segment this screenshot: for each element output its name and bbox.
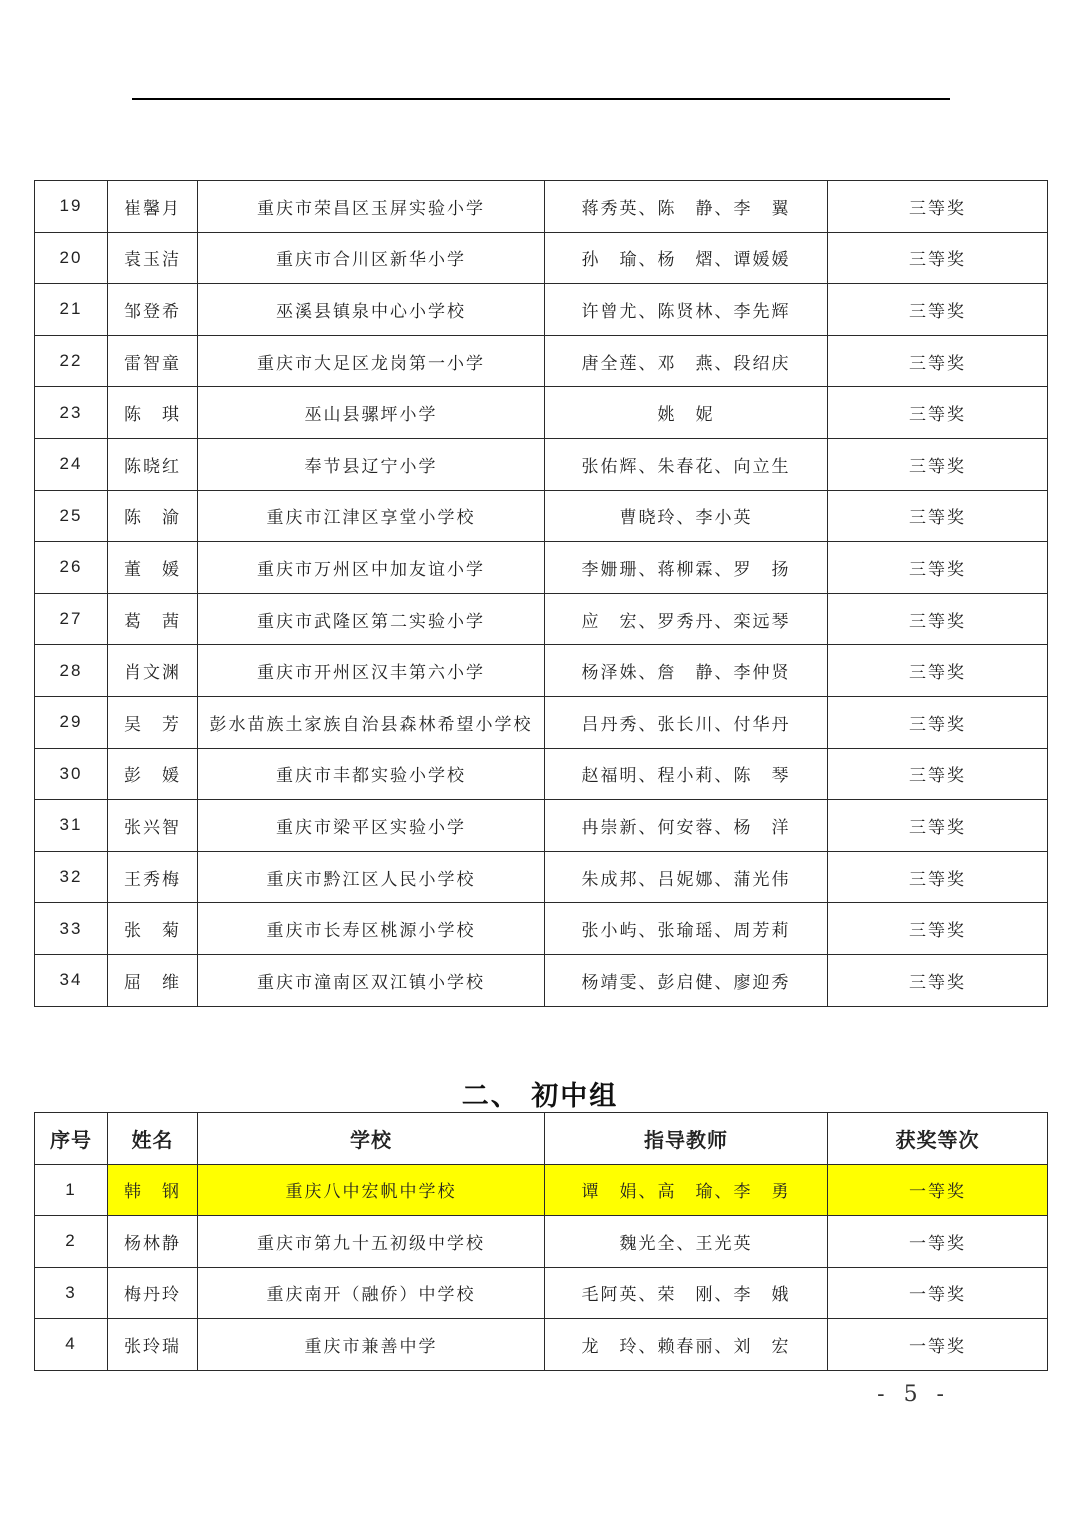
row-number: 19 [35, 181, 108, 233]
row-number: 32 [35, 851, 108, 903]
school-name: 重庆市江津区享堂小学校 [198, 490, 545, 542]
school-name: 重庆南开（融侨）中学校 [198, 1267, 545, 1319]
teacher-names: 曹晓玲、李小英 [545, 490, 828, 542]
header-award: 获奖等次 [828, 1113, 1048, 1165]
teacher-names: 杨泽姝、詹 静、李仲贤 [545, 645, 828, 697]
school-name: 奉节县辽宁小学 [198, 438, 545, 490]
row-number: 21 [35, 284, 108, 336]
table-row [35, 800, 1048, 852]
student-name: 梅丹玲 [108, 1267, 198, 1319]
award-level: 一等奖 [828, 1216, 1048, 1268]
row-number: 28 [35, 645, 108, 697]
table-row [35, 1267, 1048, 1319]
award-table-junior-high [34, 1112, 1048, 1371]
table-row [35, 748, 1048, 800]
school-name: 彭水苗族土家族自治县森林希望小学校 [198, 696, 545, 748]
award-table-primary [34, 180, 1048, 1007]
table-row [35, 284, 1048, 336]
school-name: 巫山县骡坪小学 [198, 387, 545, 439]
teacher-names: 应 宏、罗秀丹、栾远琴 [545, 593, 828, 645]
row-number: 34 [35, 954, 108, 1006]
award-level: 三等奖 [828, 903, 1048, 955]
student-name: 张玲瑞 [108, 1319, 198, 1371]
school-name: 重庆市梁平区实验小学 [198, 800, 545, 852]
school-name: 重庆市武隆区第二实验小学 [198, 593, 545, 645]
row-number: 22 [35, 335, 108, 387]
teacher-names: 姚 妮 [545, 387, 828, 439]
award-level: 三等奖 [828, 387, 1048, 439]
school-name: 重庆市潼南区双江镇小学校 [198, 954, 545, 1006]
school-name: 重庆市万州区中加友谊小学 [198, 542, 545, 594]
award-level: 三等奖 [828, 335, 1048, 387]
row-number: 30 [35, 748, 108, 800]
student-name: 王秀梅 [108, 851, 198, 903]
row-number: 3 [35, 1267, 108, 1319]
teacher-names: 李姗珊、蒋柳霖、罗 扬 [545, 542, 828, 594]
table-row [35, 954, 1048, 1006]
student-name: 陈 渝 [108, 490, 198, 542]
teacher-names: 龙 玲、赖春丽、刘 宏 [545, 1319, 828, 1371]
award-level: 三等奖 [828, 954, 1048, 1006]
teacher-names: 毛阿英、荣 刚、李 娥 [545, 1267, 828, 1319]
teacher-names: 蒋秀英、陈 静、李 翼 [545, 181, 828, 233]
teacher-names: 魏光全、王光英 [545, 1216, 828, 1268]
award-level: 三等奖 [828, 284, 1048, 336]
row-number: 2 [35, 1216, 108, 1268]
award-level: 三等奖 [828, 593, 1048, 645]
school-name: 重庆八中宏帆中学校 [198, 1164, 545, 1216]
school-name: 重庆市长寿区桃源小学校 [198, 903, 545, 955]
school-name: 重庆市丰都实验小学校 [198, 748, 545, 800]
table-row [35, 593, 1048, 645]
student-name: 吴 芳 [108, 696, 198, 748]
teacher-names: 朱成邦、吕妮娜、蒲光伟 [545, 851, 828, 903]
student-name: 邹登希 [108, 284, 198, 336]
table-row [35, 335, 1048, 387]
table-row [35, 645, 1048, 697]
student-name: 董 媛 [108, 542, 198, 594]
table-row [35, 542, 1048, 594]
student-name: 张兴智 [108, 800, 198, 852]
school-name: 重庆市荣昌区玉屏实验小学 [198, 181, 545, 233]
award-level: 三等奖 [828, 851, 1048, 903]
teacher-names: 杨靖雯、彭启健、廖迎秀 [545, 954, 828, 1006]
table-row [35, 903, 1048, 955]
teacher-names: 孙 瑜、杨 熠、谭媛媛 [545, 232, 828, 284]
row-number: 25 [35, 490, 108, 542]
table-row [35, 232, 1048, 284]
teacher-names: 张佑辉、朱春花、向立生 [545, 438, 828, 490]
header-teachers: 指导教师 [545, 1113, 828, 1165]
table-row [35, 1319, 1048, 1371]
row-number: 26 [35, 542, 108, 594]
student-name: 袁玉洁 [108, 232, 198, 284]
student-name: 张 菊 [108, 903, 198, 955]
student-name: 陈 琪 [108, 387, 198, 439]
header-name: 姓名 [108, 1113, 198, 1165]
row-number: 33 [35, 903, 108, 955]
student-name: 彭 媛 [108, 748, 198, 800]
table-header-row [35, 1113, 1048, 1165]
school-name: 重庆市黔江区人民小学校 [198, 851, 545, 903]
row-number: 4 [35, 1319, 108, 1371]
section-title: 二、 初中组 [461, 1081, 619, 1112]
award-level: 三等奖 [828, 438, 1048, 490]
school-name: 重庆市第九十五初级中学校 [198, 1216, 545, 1268]
school-name: 重庆市大足区龙岗第一小学 [198, 335, 545, 387]
award-level: 一等奖 [828, 1319, 1048, 1371]
teacher-names: 许曾尤、陈贤林、李先辉 [545, 284, 828, 336]
award-level: 三等奖 [828, 181, 1048, 233]
student-name: 陈晓红 [108, 438, 198, 490]
student-name: 肖文渊 [108, 645, 198, 697]
teacher-names: 吕丹秀、张长川、付华丹 [545, 696, 828, 748]
award-level: 三等奖 [828, 645, 1048, 697]
teacher-names: 张小屿、张瑜瑶、周芳莉 [545, 903, 828, 955]
header-rule [132, 98, 950, 100]
award-level: 三等奖 [828, 232, 1048, 284]
row-number: 29 [35, 696, 108, 748]
award-level: 三等奖 [828, 800, 1048, 852]
teacher-names: 唐全莲、邓 燕、段绍庆 [545, 335, 828, 387]
teacher-names: 冉崇新、何安蓉、杨 洋 [545, 800, 828, 852]
row-number: 31 [35, 800, 108, 852]
header-school: 学校 [198, 1113, 545, 1165]
school-name: 重庆市兼善中学 [198, 1319, 545, 1371]
award-level: 三等奖 [828, 748, 1048, 800]
table-row [35, 851, 1048, 903]
header-no: 序号 [35, 1113, 108, 1165]
table-row [35, 387, 1048, 439]
row-number: 27 [35, 593, 108, 645]
table-row [35, 1216, 1048, 1268]
award-level: 三等奖 [828, 490, 1048, 542]
student-name: 杨林静 [108, 1216, 198, 1268]
table-row [35, 181, 1048, 233]
page-number: - 5 - [877, 1382, 950, 1407]
award-level: 三等奖 [828, 542, 1048, 594]
row-number: 24 [35, 438, 108, 490]
award-level: 一等奖 [828, 1164, 1048, 1216]
row-number: 23 [35, 387, 108, 439]
table-row [35, 696, 1048, 748]
school-name: 重庆市开州区汉丰第六小学 [198, 645, 545, 697]
award-level: 三等奖 [828, 696, 1048, 748]
school-name: 重庆市合川区新华小学 [198, 232, 545, 284]
student-name: 葛 茜 [108, 593, 198, 645]
award-level: 一等奖 [828, 1267, 1048, 1319]
student-name: 雷智童 [108, 335, 198, 387]
teacher-names: 谭 娟、高 瑜、李 勇 [545, 1164, 828, 1216]
table-row [35, 1164, 1048, 1216]
school-name: 巫溪县镇泉中心小学校 [198, 284, 545, 336]
table-row [35, 438, 1048, 490]
student-name: 屈 维 [108, 954, 198, 1006]
teacher-names: 赵福明、程小莉、陈 琴 [545, 748, 828, 800]
row-number: 1 [35, 1164, 108, 1216]
student-name: 韩 钢 [108, 1164, 198, 1216]
row-number: 20 [35, 232, 108, 284]
table-row [35, 490, 1048, 542]
student-name: 崔馨月 [108, 181, 198, 233]
